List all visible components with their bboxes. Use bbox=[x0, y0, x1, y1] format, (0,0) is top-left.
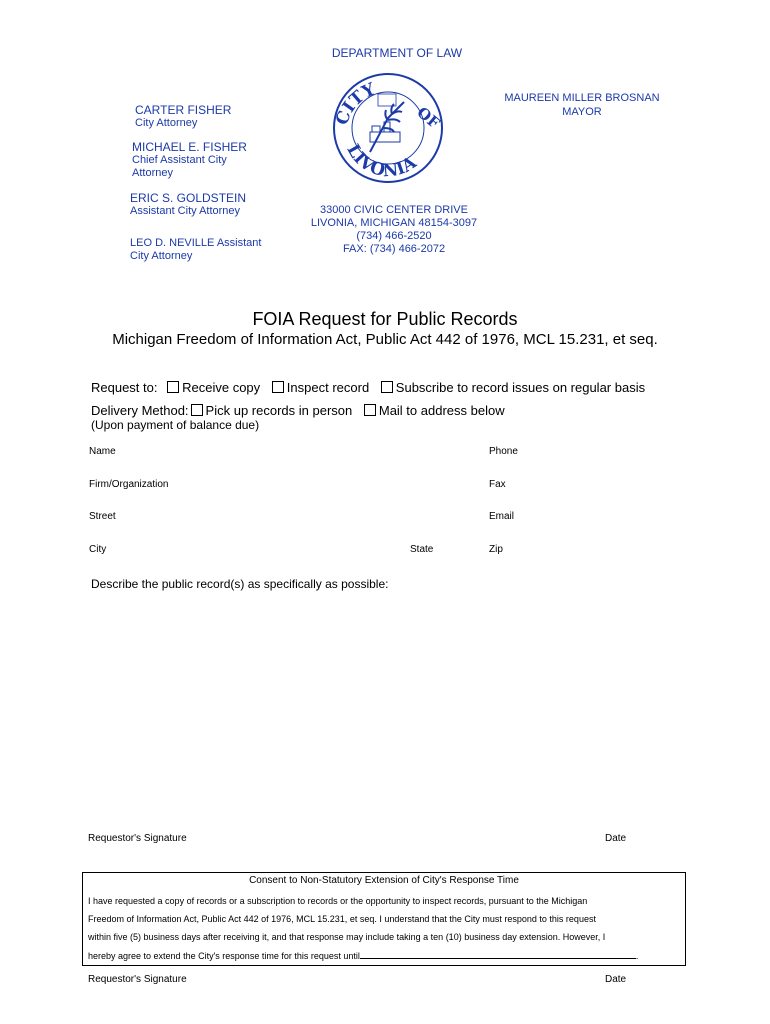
staff-title: Assistant City Attorney bbox=[130, 205, 241, 217]
seal-text-top: CITY bbox=[332, 79, 379, 128]
address-city: LIVONIA, MICHIGAN 48154-3097 bbox=[310, 217, 478, 229]
city-seal-icon bbox=[332, 72, 444, 184]
inspect-record-label: Inspect record bbox=[286, 380, 370, 395]
date-label: Date bbox=[605, 833, 627, 844]
address-fax: FAX: (734) 466-2072 bbox=[342, 243, 446, 255]
consent-title: Consent to Non-Statutory Extension of City's Response Time bbox=[249, 875, 519, 886]
zip-field-label: Zip bbox=[489, 544, 503, 555]
seal-text-of: OF bbox=[413, 103, 444, 133]
consent-box bbox=[82, 872, 686, 966]
consent-text-line: within five (5) business days after receiving it, and that response may include taking a ten (10) business day extension. However, I bbox=[88, 932, 606, 942]
staff-title: City Attorney bbox=[130, 250, 193, 262]
subscribe-label: Subscribe to record issues on regular basis bbox=[395, 380, 646, 395]
receive-copy-label: Receive copy bbox=[182, 380, 261, 395]
consent-text-line-4 bbox=[88, 950, 638, 961]
delivery-label: Delivery Method: bbox=[91, 403, 189, 418]
consent-date-label: Date bbox=[605, 974, 627, 985]
street-field-label: Street bbox=[89, 511, 116, 522]
request-row bbox=[91, 380, 645, 395]
department-heading: DEPARTMENT OF LAW bbox=[331, 46, 463, 60]
consent-text-line: Freedom of Information Act, Public Act 442 of 1976, MCL 15.231, et seq. I understand that the City must respond to this request bbox=[88, 914, 596, 924]
name-field-label: Name bbox=[89, 446, 116, 457]
request-label: Request to: bbox=[91, 380, 158, 395]
address-street: 33000 CIVIC CENTER DRIVE bbox=[320, 204, 468, 216]
fax-field-label: Fax bbox=[489, 479, 506, 490]
svg-text:LIVONIA bbox=[342, 141, 421, 181]
consent-signature-label: Requestor's Signature bbox=[88, 974, 187, 985]
records-description-area[interactable] bbox=[89, 596, 689, 824]
signature-label: Requestor's Signature bbox=[88, 833, 187, 844]
mail-label: Mail to address below bbox=[378, 403, 505, 418]
consent-text-line: hereby agree to extend the City's response time for this request until bbox=[88, 951, 360, 961]
staff-name: MICHAEL E. FISHER bbox=[132, 140, 247, 154]
mayor-name: MAUREEN MILLER BROSNAN bbox=[504, 92, 660, 104]
seal-text-bottom: LIVONIA bbox=[342, 141, 421, 182]
staff-name: CARTER FISHER bbox=[135, 103, 232, 117]
staff-title: Attorney bbox=[132, 167, 173, 179]
delivery-note: (Upon payment of balance due) bbox=[91, 418, 260, 432]
mayor-block bbox=[490, 91, 674, 119]
mayor-title: MAYOR bbox=[562, 106, 602, 118]
inspect-record-checkbox[interactable] bbox=[272, 381, 284, 393]
staff-leo-neville bbox=[130, 237, 261, 263]
staff-name: LEO D. NEVILLE Assistant bbox=[130, 237, 262, 249]
staff-title: Chief Assistant City bbox=[132, 154, 227, 166]
city-field-label: City bbox=[89, 544, 107, 555]
describe-label: Describe the public record(s) as specifically as possible: bbox=[91, 577, 389, 591]
mail-checkbox[interactable] bbox=[364, 404, 376, 416]
phone-field-label: Phone bbox=[489, 446, 518, 457]
form-subtitle: Michigan Freedom of Information Act, Public Act 442 of 1976, MCL 15.231, et seq. bbox=[112, 331, 658, 348]
form-title: FOIA Request for Public Records bbox=[252, 309, 518, 329]
state-field-label: State bbox=[410, 544, 434, 555]
email-field-label: Email bbox=[489, 511, 515, 522]
city-address bbox=[300, 204, 488, 256]
extension-date-blank[interactable] bbox=[360, 950, 636, 959]
pickup-label: Pick up records in person bbox=[205, 403, 353, 418]
consent-text-line: I have requested a copy of records or a subscription to records or the opportunity to inspect records, pursuant to the Michigan bbox=[88, 896, 588, 906]
staff-eric-goldstein bbox=[130, 192, 246, 218]
staff-michael-fisher bbox=[132, 141, 247, 180]
consent-period: . bbox=[635, 951, 639, 961]
staff-carter-fisher bbox=[135, 104, 231, 130]
pickup-checkbox[interactable] bbox=[191, 404, 203, 416]
firm-field-label: Firm/Organization bbox=[89, 479, 169, 490]
receive-copy-checkbox[interactable] bbox=[167, 381, 179, 393]
delivery-row bbox=[91, 403, 505, 418]
address-phone: (734) 466-2520 bbox=[356, 230, 432, 242]
staff-title: City Attorney bbox=[135, 117, 198, 129]
staff-name: ERIC S. GOLDSTEIN bbox=[130, 191, 247, 205]
subscribe-checkbox[interactable] bbox=[381, 381, 393, 393]
